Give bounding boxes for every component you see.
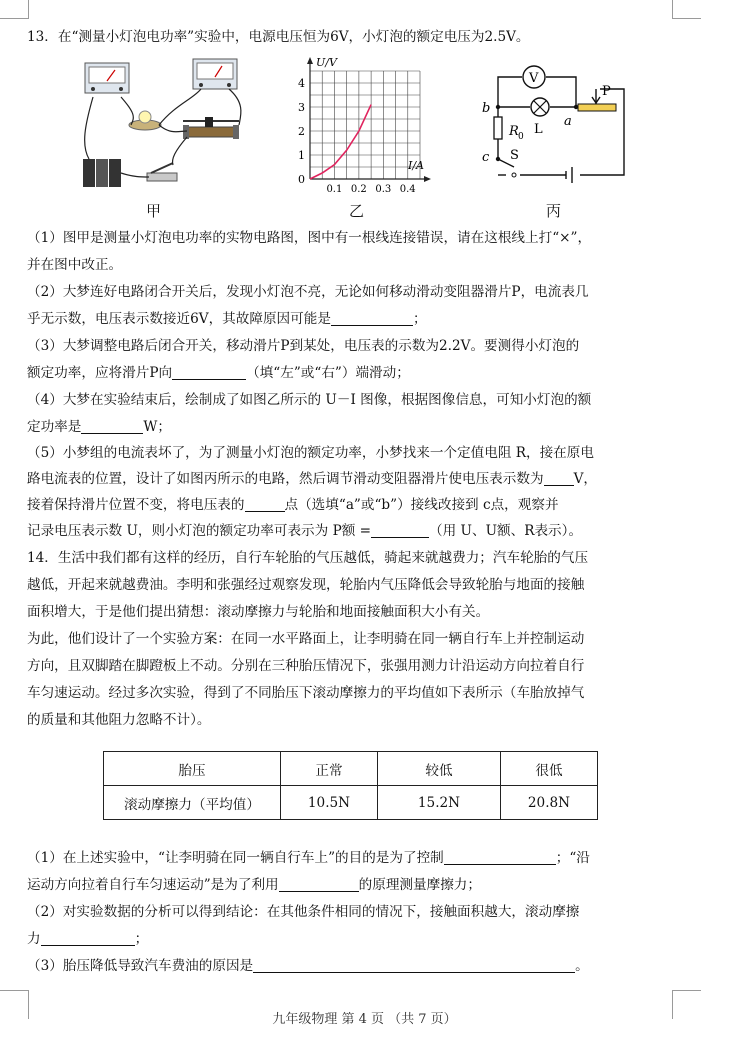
y-tick-label: 2 xyxy=(298,125,305,138)
q14-a2-line1: （2）对实验数据的分析可以得到结论：在其他条件相同的情况下，接触面积越大，滚动摩擦 xyxy=(27,904,580,920)
answer-blank-principle[interactable] xyxy=(279,877,359,892)
q14-line4: 为此，他们设计了一个实验方案：在同一水平路面上，让李明骑在同一辆自行车上并控制运动 xyxy=(27,631,585,647)
voltmeter-symbol-icon xyxy=(523,66,545,88)
q13-p3-line1: （3）大梦调整电路后闭合开关，移动滑片P到某处，电压表的示数为2.2V。要测得小灯泡的 xyxy=(27,338,580,354)
resistor-symbol xyxy=(494,117,502,139)
lamp-symbol-icon xyxy=(531,98,549,116)
table-cell: 10.5N xyxy=(281,786,378,820)
y-tick-label: 4 xyxy=(298,77,305,90)
q13-p4-line1: （4）大梦在实验结束后，绘制成了如图乙所示的 U－I 图像，根据图像信息，可知小灯泡的额 xyxy=(27,392,592,408)
q13-p2-line1: （2）大梦连好电路闭合开关后，发现小灯泡不亮，无论如何移动滑动变阻器滑片P，电流表几 xyxy=(27,284,589,300)
q14-a2-line2: 力 ； xyxy=(27,931,149,947)
answer-blank-reason[interactable] xyxy=(253,958,575,973)
table-header-row xyxy=(104,752,598,786)
answer-blank-rated-power[interactable] xyxy=(81,419,143,434)
q13-intro: 13．在“测量小灯泡电功率”实验中，电源电压恒为6V，小灯泡的额定电压为2.5V。 xyxy=(27,29,530,45)
answer-blank-conclusion[interactable] xyxy=(41,931,135,946)
y-tick-label: 1 xyxy=(298,149,305,162)
graph-grid xyxy=(310,71,420,179)
slider-arrow-icon xyxy=(592,89,600,103)
q14-a1-line2: 运动方向拉着自行车匀速运动”是为了利用 的原理测量摩擦力； xyxy=(27,877,481,893)
crop-mark-top-left xyxy=(0,0,29,19)
table-header-cell: 正常 xyxy=(281,752,378,786)
crop-mark-top-right xyxy=(672,0,701,19)
q13-p5-line3: 接着保持滑片位置不变，将电压表的 点（选填“a”或“b”）接线改接到 c点，观察并 xyxy=(27,497,559,513)
q14-line6: 车匀速运动。经过多次实验，得到了不同胎压下滚动摩擦力的平均值如下表所示（车胎放掉气 xyxy=(27,685,585,701)
q13-p5-line4: 记录电压表示数 U，则小灯泡的额定功率可表示为 P额 = （用 U、U额、R表示）。 xyxy=(27,523,583,539)
answer-blank-fault[interactable] xyxy=(331,311,413,326)
figure-label-bing: 丙 xyxy=(546,202,562,220)
q13-p4-line2: 定功率是 W； xyxy=(27,419,171,435)
answer-blank-control-variable[interactable] xyxy=(444,850,556,865)
figure-bing-circuit-diagram xyxy=(478,55,628,195)
page-footer: 九年级物理 第 4 页 （共 7 页） xyxy=(272,1012,457,1027)
q14-line7: 的质量和其他阻力忽略不计）。 xyxy=(27,712,211,728)
resistor-subscript: 0 xyxy=(518,132,524,142)
q14-a1-line1: （1）在上述实验中，“让李明骑在同一辆自行车上”的目的是为了控制 ；“沿 xyxy=(27,850,590,866)
battery-icon xyxy=(83,159,121,187)
node-c-label: c xyxy=(482,150,490,165)
table-cell: 15.2N xyxy=(378,786,501,820)
x-axis-arrow xyxy=(424,176,431,182)
friction-data-table xyxy=(103,751,598,820)
answer-blank-direction[interactable] xyxy=(172,365,246,380)
table-row xyxy=(104,786,598,820)
q13-p1-line1: （1）图甲是测量小灯泡电功率的实物电路图，图中有一根线连接错误，请在这根线上打“×”， xyxy=(27,230,592,246)
figure-jia-physical-circuit xyxy=(75,55,245,195)
node-b-dot xyxy=(496,105,500,109)
ammeter-icon xyxy=(85,63,129,93)
table-cell: 滚动摩擦力（平均值） xyxy=(104,786,281,820)
switch-icon xyxy=(147,163,177,181)
switch-contact xyxy=(512,173,516,177)
voltmeter-label: V xyxy=(529,71,539,86)
y-axis-arrow xyxy=(307,57,313,64)
node-c-dot xyxy=(496,157,500,161)
x-axis-label: I/A xyxy=(408,159,424,172)
node-a-label: a xyxy=(564,114,572,129)
y-tick-label: 3 xyxy=(298,101,305,114)
x-tick-label: 0.1 xyxy=(326,184,343,195)
lamp-holder-icon xyxy=(129,111,161,130)
q14-a3-line1: （3）胎压降低导致汽车费油的原因是 。 xyxy=(27,958,589,974)
rheostat-icon xyxy=(183,117,239,139)
figure-label-yi: 乙 xyxy=(349,202,365,220)
q14-line3: 面积增大，于是他们提出猜想：滚动摩擦力与轮胎和地面接触面积大小有关。 xyxy=(27,604,490,620)
x-tick-label: 0.2 xyxy=(350,184,367,195)
q13-p2-line2: 乎无示数，电压表示数接近6V，其故障原因可能是 ； xyxy=(27,311,427,327)
table-header-cell: 较低 xyxy=(378,752,501,786)
q14-line2: 越低，开起来就越费油。李明和张强经过观察发现，轮胎内气压降低会导致轮胎与地面的接触 xyxy=(27,577,585,593)
q13-p1-line2: 并在图中改正。 xyxy=(27,257,123,273)
graph-ticks xyxy=(298,77,416,195)
figure-label-jia: 甲 xyxy=(146,202,162,220)
x-tick-label: 0.4 xyxy=(399,184,416,195)
answer-blank-expression[interactable] xyxy=(371,523,429,538)
switch-label: S xyxy=(510,148,519,163)
pointer-label: P xyxy=(602,84,611,99)
origin-label: 0 xyxy=(298,173,305,186)
resistor-label: R xyxy=(509,124,519,139)
ui-curve xyxy=(310,105,371,179)
figure-yi-ui-graph xyxy=(292,55,432,195)
node-b-label: b xyxy=(482,101,491,116)
voltmeter-icon xyxy=(193,59,237,89)
q14-line5: 方向，且双脚踏在脚蹬板上不动。分别在三种胎压情况下，张强用测力计沿运动方向拉着自行 xyxy=(27,658,585,674)
lamp-label: L xyxy=(534,122,543,137)
q13-p3-line2: 额定功率，应将滑片P向 （填“左”或“右”）端滑动； xyxy=(27,365,410,381)
x-tick-label: 0.3 xyxy=(375,184,392,195)
answer-blank-point[interactable] xyxy=(245,497,285,512)
node-a-dot xyxy=(574,105,578,109)
rheostat-symbol xyxy=(578,104,616,111)
answer-blank-voltage[interactable] xyxy=(544,471,574,486)
table-header-cell: 很低 xyxy=(501,752,598,786)
q13-p5-line2: 路电流表的位置，设计了如图丙所示的电路，然后调节滑动变阻器滑片使电压表示数为 V， xyxy=(27,471,597,487)
q14-line1: 14．生活中我们都有这样的经历，自行车轮胎的气压越低，骑起来就越费力；汽车轮胎的气压 xyxy=(27,550,589,566)
table-cell: 20.8N xyxy=(501,786,598,820)
q13-p5-line1: （5）小梦组的电流表坏了，为了测量小灯泡的额定功率，小梦找来一个定值电阻 R，接在原电 xyxy=(27,445,594,461)
y-axis-label: U/V xyxy=(316,56,337,69)
table-header-cell: 胎压 xyxy=(104,752,281,786)
